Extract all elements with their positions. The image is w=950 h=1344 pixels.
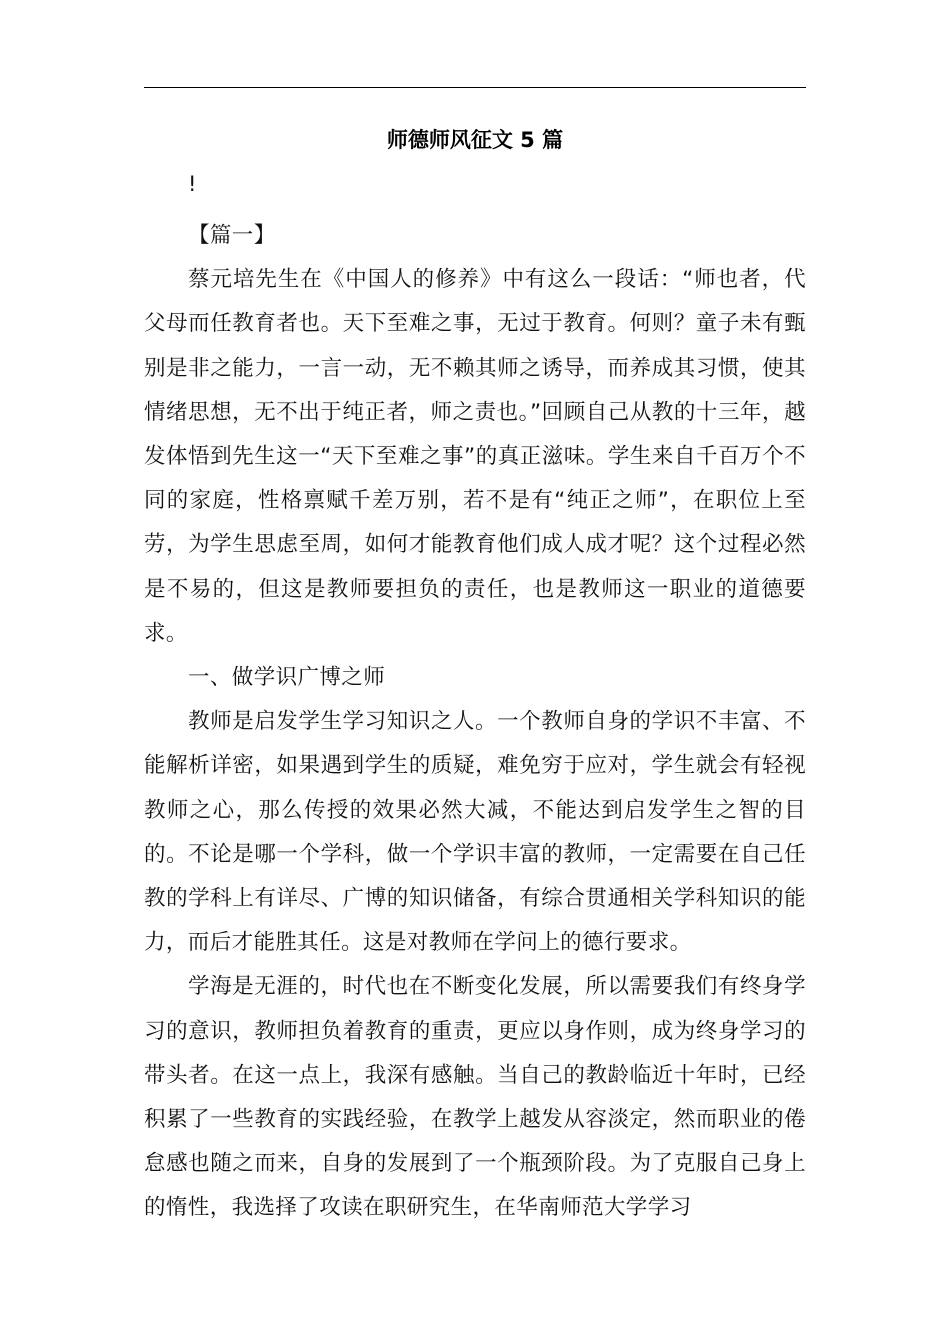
paragraph-teacher-knowledge: 教师是启发学生学习知识之人。一个教师自身的学识不丰富、不能解析详密，如果遇到学生的质疑，难免穷于应对，学生就会有轻视教师之心，那么传授的效果必然大减，不能达到启发学生之智的目的。不论是哪一个学科，做一个学识丰富的教师，一定需要在自己任教的学科上有详尽、广博的知识储备，有综合贯通相关学科知识的能力，而后才能胜其任。这是对教师在学问上的德行要求。 <box>144 709 806 956</box>
paragraph-cai-yuanpei-quote: 蔡元培先生在《中国人的修养》中有这么一段话：“师也者，代父母而任教育者也。天下至难之事，无过于教育。何则？童子未有甄别是非之能力，一言一动，无不赖其师之诱导，而养成其习惯，使其情绪思想，无不出于纯正者，师之责也。”回顾自己从教的十三年，越发体悟到先生这一“天下至难之事”的真正滋味。学生来自千百万个不同的家庭，性格禀赋千差万别，若不是有“纯正之师”，在职位上至劳，为学生思虑至周，如何才能教育他们成人成才呢？这个过程必然是不易的，但这是教师要担负的责任，也是教师这一职业的道德要求。 <box>144 267 806 646</box>
exclamation-mark: ! <box>188 172 197 196</box>
document-title: 师德师风征文 5 篇 <box>386 128 564 152</box>
subheading-knowledgeable-teacher: 一、做学识广博之师 <box>188 665 386 691</box>
document-body <box>144 214 806 1231</box>
section-heading-part-one: 【篇一】 <box>188 223 276 248</box>
header-rule <box>144 87 806 88</box>
paragraph-lifelong-learning: 学海是无涯的，时代也在不断变化发展，所以需要我们有终身学习的意识，教师担负着教育的重责，更应以身作则，成为终身学习的带头者。在这一点上，我深有感触。当自己的教龄临近十年时，已经积累了一些教育的实践经验，在教学上越发从容淡定，然而职业的倦怠感也随之而来，自身的发展到了一个瓶颈阶段。为了克服自己身上的惰性，我选择了攻读在职研究生，在华南师范大学学习 <box>144 974 806 1221</box>
